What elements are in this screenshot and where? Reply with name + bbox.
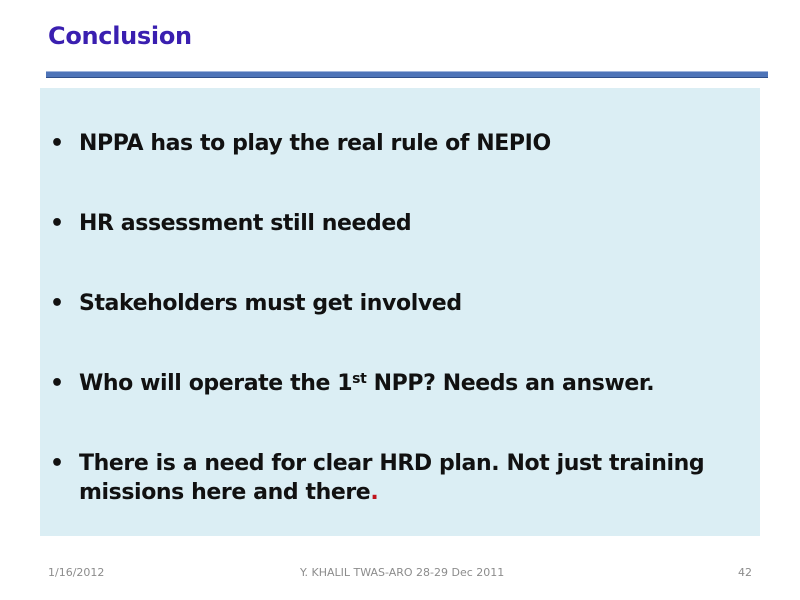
bullet-icon: •: [50, 371, 64, 396]
content-box: [40, 88, 760, 536]
bullet-item: [50, 289, 740, 318]
bullet-text: NPPA has to play the real rule of NEPIO: [79, 131, 551, 156]
bullet-text-start: Who will operate the 1: [79, 371, 353, 396]
bullet-item: [50, 449, 740, 507]
title-divider: [46, 71, 768, 78]
bullet-icon: •: [50, 131, 64, 156]
bullet-icon: •: [50, 291, 64, 316]
bullet-icon: •: [50, 451, 64, 476]
bullet-text-main: There is a need for clear HRD plan. Not just training missions here and there: [79, 451, 705, 505]
bullet-text-end: NPP? Needs an answer.: [366, 371, 655, 396]
slide-number: 42: [738, 566, 752, 579]
bullet-text: [79, 449, 740, 507]
bullet-item: [50, 369, 740, 398]
bullet-item: [50, 209, 740, 238]
bullet-text: [79, 369, 740, 398]
footer-date: 1/16/2012: [48, 566, 105, 579]
bullet-text: HR assessment still needed: [79, 211, 412, 236]
bullet-item: [50, 129, 740, 158]
slide-title: Conclusion: [48, 22, 192, 50]
ordinal-superscript: st: [352, 371, 367, 387]
red-period-mark: .: [370, 480, 379, 505]
bullet-text: Stakeholders must get involved: [79, 291, 462, 316]
bullet-icon: •: [50, 211, 64, 236]
footer-center-text: Y. KHALIL TWAS-ARO 28-29 Dec 2011: [300, 566, 505, 579]
